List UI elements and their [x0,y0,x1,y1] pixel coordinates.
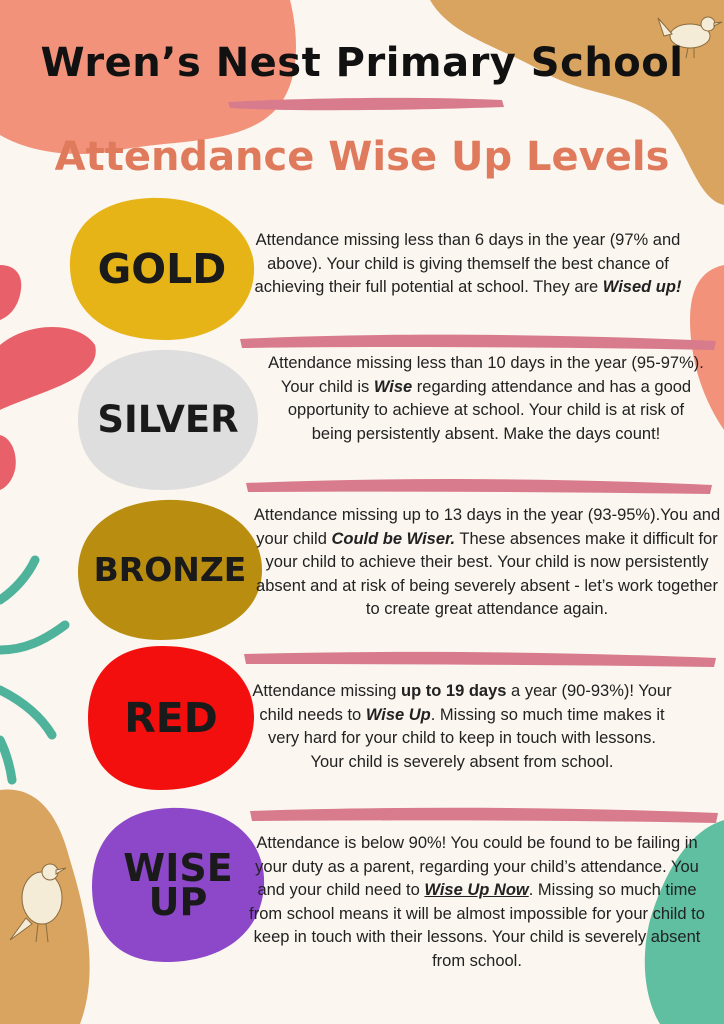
gold-badge [70,198,254,340]
silver-text-2: regarding attendance and has a good opportunity to achieve at school. Your child is at risk of being persistently absent. Make the days count! [287,377,692,443]
wise-up-badge-line-2: UP [148,880,208,924]
silver-text-1: Attendance missing less than 10 days in the year (95-97%). Your child is [268,354,704,396]
wise-up-badge [92,808,264,962]
school-name: Wren’s Nest Primary School [40,40,684,86]
silver-badge-label: SILVER [97,398,239,442]
wise-up-badge-line-1: WISE [123,845,233,890]
bronze-badge [78,500,262,640]
bronze-badge-label: BRONZE [93,550,247,590]
wise-up-text-1: Attendance is below 90%! You could be found to be failing in your duty as a parent, regarding your child’s attendance. You and your child need to [255,834,699,899]
silver-emphasis: Wise [373,377,413,396]
red-text-1: Attendance missing [252,682,402,700]
wise-up-emphasis: Wise Up Now [424,881,529,899]
left-red-blob-3 [0,435,16,490]
page-title: Attendance Wise Up Levels [54,134,670,180]
left-red-blob-1 [0,265,21,320]
bronze-emphasis: Could be Wiser. [331,529,456,548]
red-emphasis: Wise Up [365,705,431,724]
wise-up-description [240,832,714,973]
silver-badge [78,350,258,490]
gold-text: Attendance missing less than 6 days in the year (97% and above). Your child is giving themself the best chance of achieving their full potential at school. They are [254,231,681,296]
wise-up-text-2: . Missing so much time from school means it will be almost impossible for your child to keep in touch with their lessons. Your child is severely absent from school. [249,881,705,970]
gold-emphasis: Wised up! [602,278,682,296]
bronze-text-1: Attendance missing up to 13 days in the year (93-95%).You and your child [253,506,721,548]
divider-4 [250,808,718,823]
bronze-text-2: These absences make it difficult for your child to achieve their best. Your child is now persistently absent and at risk of being severely absent - let’s work together to create great attendance again. [256,529,718,618]
red-bold: up to 19 days [401,682,507,700]
silver-description [266,352,706,446]
red-badge [88,646,254,790]
red-text-3: . Missing so much time makes it very hard for your child to keep in touch with lessons. Your child is severely absent from school. [268,705,665,771]
divider-1 [240,335,716,350]
teal-rays [0,560,65,780]
red-text-2: a year (90-93%)! Your child needs to [259,682,672,724]
bronze-description [252,504,722,622]
divider-2 [246,479,712,494]
gold-badge-label: GOLD [97,244,227,293]
divider-3 [244,652,716,667]
red-description [252,680,672,774]
gold-description [248,229,688,300]
red-badge-label: RED [124,693,218,742]
